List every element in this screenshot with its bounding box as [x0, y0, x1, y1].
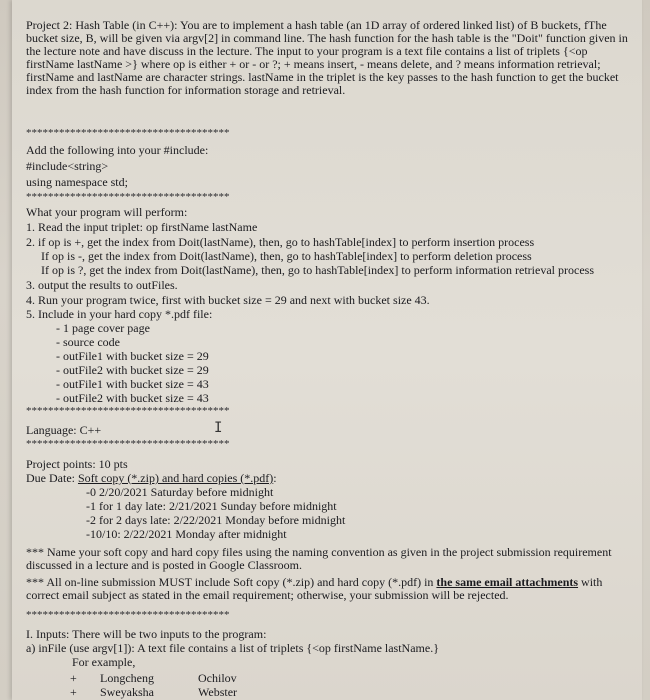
include-line-2: using namespace std; [26, 175, 128, 189]
naming-note: *** Name your soft copy and hard copy files using the naming convention as given in the project submission requirement discussed in a lecture and is posted in Google Classroom. [26, 545, 612, 572]
include-line-1: #include<string> [26, 159, 109, 173]
due-item: -0 2/20/2021 Saturday before midnight [86, 485, 274, 499]
submission-note [26, 576, 632, 602]
triplet-op: + [70, 671, 77, 685]
due-item: -1 for 1 day late: 2/21/2021 Sunday before midnight [86, 499, 337, 513]
submission-note-before: *** All on-line submission MUST include Soft copy (*.zip) and hard copy (*.pdf) in [26, 575, 437, 589]
step-3: 3. output the results to outFiles. [26, 278, 178, 292]
document-page [12, 0, 642, 700]
triplet-last: Ochilov [198, 671, 237, 685]
step-2-retrieve: If op is ?, get the index from Doit(lastName), then, go to hashTable[index] to perform information retrieval process [41, 263, 594, 277]
perform-heading: What your program will perform: [26, 205, 188, 219]
step-2-delete: If op is -, get the index from Doit(lastName), then, go to hashTable[index] to perform deletion process [41, 249, 532, 263]
include-item: - outFile2 with bucket size = 43 [56, 391, 209, 405]
separator-5: ************************************* [26, 609, 230, 621]
include-item: - outFile2 with bucket size = 29 [56, 363, 209, 377]
include-item: - outFile1 with bucket size = 29 [56, 349, 209, 363]
language-line: Language: C++ [26, 423, 102, 437]
text-cursor-icon: I [214, 420, 223, 436]
separator-4: ************************************* [26, 438, 230, 450]
triplet-op: + [70, 685, 77, 699]
due-date-colon: : [273, 471, 277, 485]
separator-2: ************************************* [26, 191, 230, 203]
separator-3: ************************************* [26, 405, 230, 417]
intro-paragraph: Project 2: Hash Table (in C++): You are to implement a hash table (an 1D array of ordered linked list) of B buckets, fThe bucket size, B, will be given via argv[2] in command line. The hash function for the hash table is the "Doit" function given in the lecture note and have discuss in the lecture. The input to your program is a text file contains a list of triplets {<op firstName lastName >} where op is either + or - or ?; + means insert, - means delete, and ? means information retrieval; firstName and lastName are character strings. lastName in the triplet is the key passes to the hash function to get the bucket index from the hash function for information storage and retrieval. [26, 18, 628, 97]
include-item: - source code [56, 335, 120, 349]
due-item: -10/10: 2/22/2021 Monday after midnight [86, 527, 287, 541]
submission-note-after: with correct email subject as stated in the email requirement; otherwise, your submission will be rejected. [26, 575, 603, 602]
example-label: For example, [72, 655, 136, 669]
inputs-heading: I. Inputs: There will be two inputs to the program: [26, 627, 267, 641]
due-date-link[interactable]: Soft copy (*.zip) and hard copies (*.pdf) [77, 471, 274, 485]
step-1: 1. Read the input triplet: op firstName lastName [26, 220, 258, 234]
include-item: - outFile1 with bucket size = 43 [56, 377, 209, 391]
due-item: -2 for 2 days late: 2/22/2021 Monday before midnight [86, 513, 346, 527]
include-heading: Add the following into your #include: [26, 143, 209, 157]
separator-1: ************************************* [26, 127, 230, 139]
step-2: 2. if op is +, get the index from Doit(lastName), then, go to hashTable[index] to perform insertion process [26, 235, 535, 249]
due-date-line [26, 472, 632, 485]
step-4: 4. Run your program twice, first with bucket size = 29 and next with bucket size 43. [26, 293, 430, 307]
include-item: - 1 page cover page [56, 321, 150, 335]
step-5: 5. Include in your hard copy *.pdf file: [26, 307, 213, 321]
same-email-link[interactable]: the same email attachments [436, 575, 579, 589]
triplet-last: Webster [198, 685, 238, 699]
project-points: Project points: 10 pts [26, 457, 128, 471]
triplet-first: Longcheng [100, 671, 154, 685]
due-date-label: Due Date: [26, 471, 78, 485]
triplet-first: Sweyaksha [100, 685, 154, 699]
inputs-a: a) inFile (use argv[1]): A text file contains a list of triplets {<op firstName lastName.} [26, 641, 439, 655]
